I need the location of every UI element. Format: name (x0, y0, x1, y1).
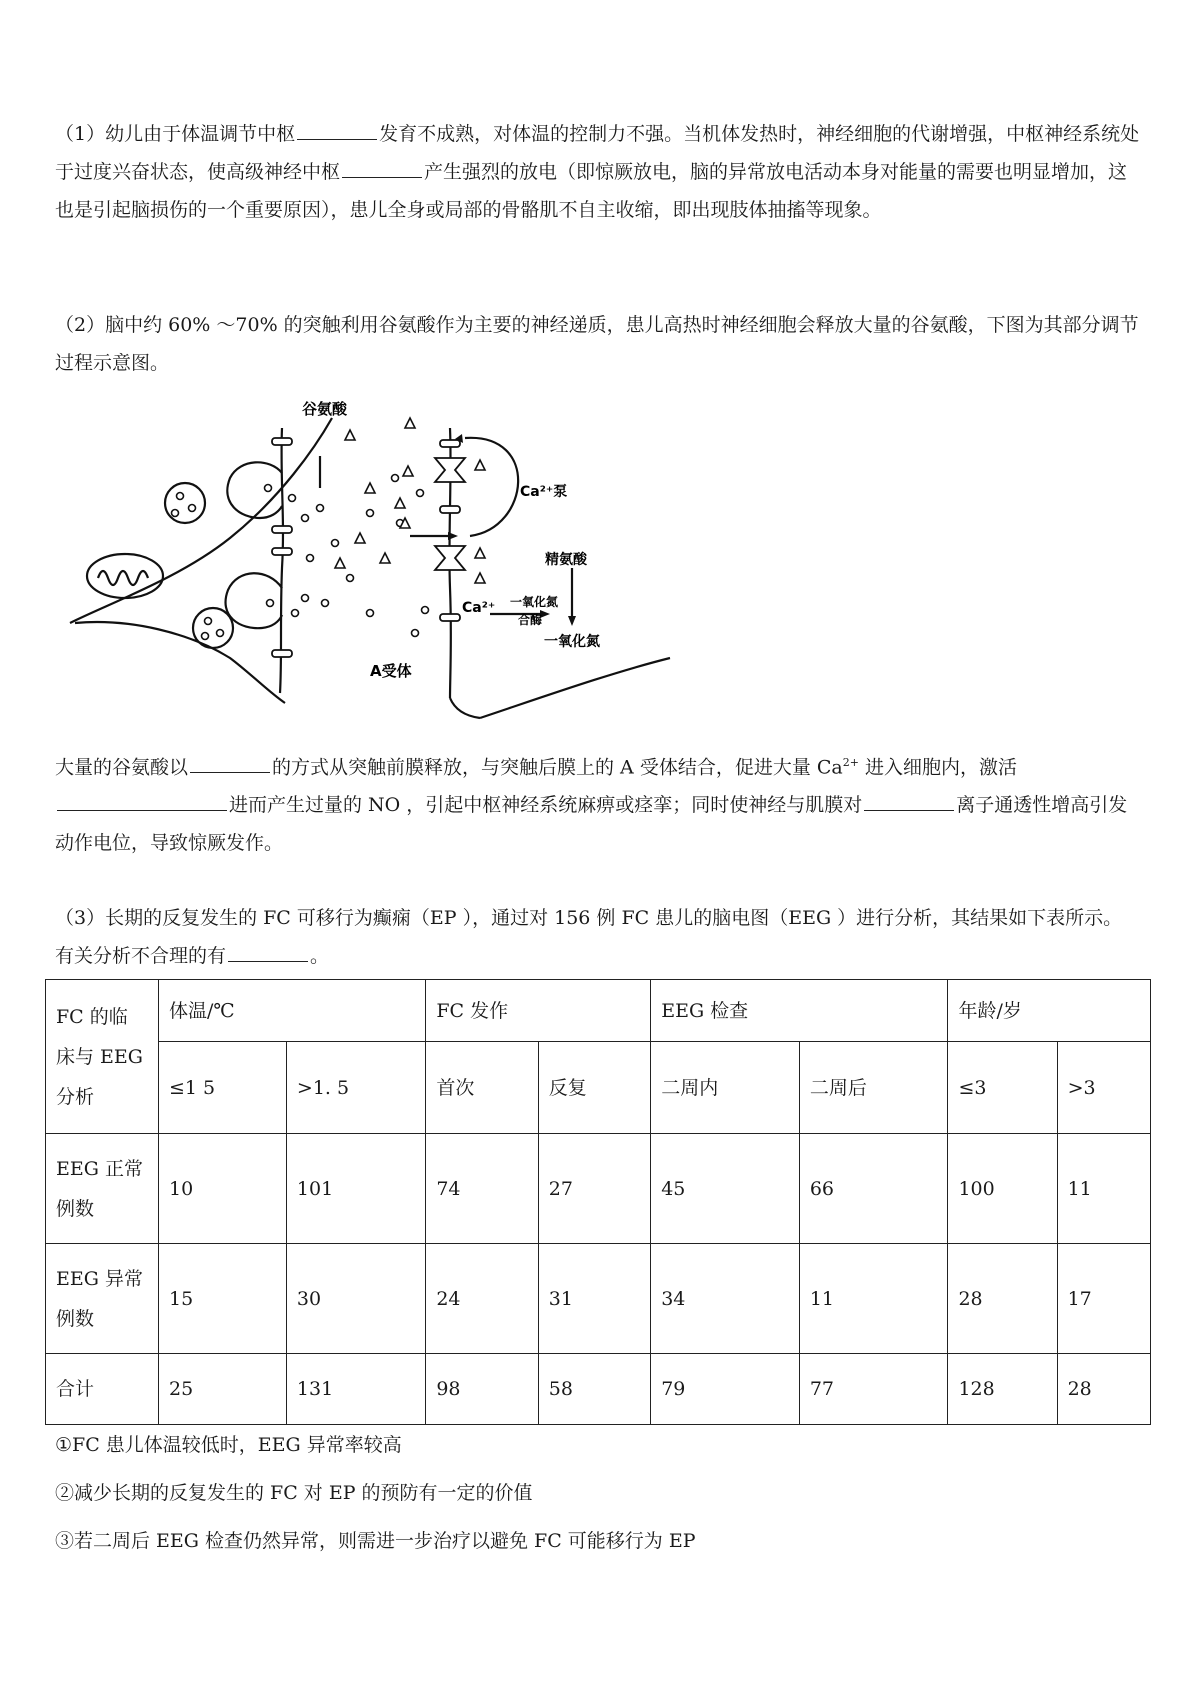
option-2: ②减少长期的反复发生的 FC 对 EP 的预防有一定的价值 (55, 1482, 533, 1504)
eeg-table (45, 979, 1151, 1425)
label-nos-1: 一氧化氮 (510, 595, 559, 609)
q2-text-5: 离子通透性增高引发动作电位，导致惊厥发作。 (55, 794, 1128, 855)
question-1-paragraph (55, 115, 1140, 229)
table-cell: 28 (1057, 1354, 1150, 1425)
row-label: EEG 正常 例数 (46, 1134, 159, 1244)
table-row (46, 1244, 1151, 1354)
table-cell: 11 (799, 1244, 948, 1354)
table-cell: 74 (426, 1134, 538, 1244)
subheader-cell: 二周内 (651, 1042, 800, 1134)
label-ca-pump: Ca²⁺泵 (520, 484, 568, 500)
option-3: ③若二周后 EEG 检查仍然异常，则需进一步治疗以避免 FC 可能移行为 EP (55, 1530, 696, 1552)
group-header-eeg-check: EEG 检查 (651, 980, 948, 1042)
table-cell: 101 (286, 1134, 425, 1244)
group-header-fc-attack: FC 发作 (426, 980, 651, 1042)
answer-blank-5[interactable] (864, 809, 954, 811)
q2-text-2: 的方式从突触前膜释放，与突触后膜上的 A 受体结合，促进大量 Ca (272, 756, 843, 779)
label-arginine: 精氨酸 (545, 552, 587, 568)
q1-text-1: （1）幼儿由于体温调节中枢 (55, 123, 296, 145)
label-ca: Ca²⁺ (462, 600, 496, 616)
synapse-diagram (70, 400, 680, 723)
q2-text-3: 进入细胞内，激活 (858, 756, 1017, 779)
answer-blank-1[interactable] (297, 138, 377, 140)
label-nos-2: 合酶 (518, 613, 543, 627)
ca-superscript: 2+ (842, 756, 859, 769)
table-cell: 100 (948, 1134, 1057, 1244)
answer-blank-4[interactable] (57, 809, 227, 811)
subheader-cell: ≤3 (948, 1042, 1057, 1134)
answer-blank-6[interactable] (228, 960, 308, 962)
table-cell: 45 (651, 1134, 800, 1244)
q1-text-2: 发育不成熟，对体温的控制力不强。当机体发热时，神经细胞的代谢增强，中枢神经系统处于过度兴奋状态，使高级神经中枢 (55, 123, 1140, 183)
subheader-cell: 二周后 (799, 1042, 948, 1134)
table-cell: 131 (286, 1354, 425, 1425)
subheader-cell: >1. 5 (286, 1042, 425, 1134)
q2-text-1: 大量的谷氨酸以 (55, 756, 189, 779)
table-row (46, 1354, 1151, 1425)
q3-text-2: 。 (310, 945, 330, 967)
table-cell: 58 (538, 1354, 650, 1425)
table-cell: 79 (651, 1354, 800, 1425)
question-2-intro: （2）脑中约 60% ～70% 的突触利用谷氨酸作为主要的神经递质，患儿高热时神经细胞会释放大量的谷氨酸，下图为其部分调节过程示意图。 (55, 314, 1139, 374)
q3-text-1: （3）长期的反复发生的 FC 可移行为癫痫（EP ），通过对 156 例 FC 患儿的脑电图（EEG ）进行分析，其结果如下表所示。有关分析不合理的有 (55, 907, 1123, 967)
table-cell: 25 (159, 1354, 287, 1425)
table-corner-cell: FC 的临 床与 EEG 分析 (46, 980, 159, 1134)
table-cell: 128 (948, 1354, 1057, 1425)
table-cell: 28 (948, 1244, 1057, 1354)
table-cell: 30 (286, 1244, 425, 1354)
subheader-cell: ≤1 5 (159, 1042, 287, 1134)
subheader-cell: 反复 (538, 1042, 650, 1134)
table-row (46, 1134, 1151, 1244)
q1-text-3: 产生强烈的放电（即惊厥放电，脑的异常放电活动本身对能量的需要也明显增加，这也是引起脑损伤的一个重要原因），患儿全身或局部的骨骼肌不自主收缩，即出现肢体抽搐等现象。 (55, 161, 1128, 221)
table-cell: 17 (1057, 1244, 1150, 1354)
table-cell: 15 (159, 1244, 287, 1354)
question-2-paragraph (55, 744, 1140, 862)
q2-text-4: 进而产生过量的 NO ，引起中枢神经系统麻痹或痉挛；同时使神经与肌膜对 (229, 794, 863, 817)
answer-blank-3[interactable] (190, 771, 270, 773)
table-cell: 11 (1057, 1134, 1150, 1244)
table-cell: 66 (799, 1134, 948, 1244)
table-cell: 24 (426, 1244, 538, 1354)
table-cell: 27 (538, 1134, 650, 1244)
table-cell: 31 (538, 1244, 650, 1354)
question-3-paragraph (55, 899, 1140, 975)
table-cell: 98 (426, 1354, 538, 1425)
table-cell: 77 (799, 1354, 948, 1425)
subheader-cell: >3 (1057, 1042, 1150, 1134)
label-no: 一氧化氮 (544, 634, 600, 650)
label-a-receptor: A受体 (370, 662, 412, 680)
group-header-temperature: 体温/℃ (159, 980, 426, 1042)
row-label: EEG 异常 例数 (46, 1244, 159, 1354)
group-header-age: 年龄/岁 (948, 980, 1151, 1042)
table-cell: 34 (651, 1244, 800, 1354)
label-glutamate: 谷氨酸 (302, 400, 348, 418)
answer-blank-2[interactable] (342, 176, 422, 178)
table-cell: 10 (159, 1134, 287, 1244)
subheader-cell: 首次 (426, 1042, 538, 1134)
row-label: 合计 (46, 1354, 159, 1425)
option-1: ①FC 患儿体温较低时，EEG 异常率较高 (55, 1434, 402, 1456)
